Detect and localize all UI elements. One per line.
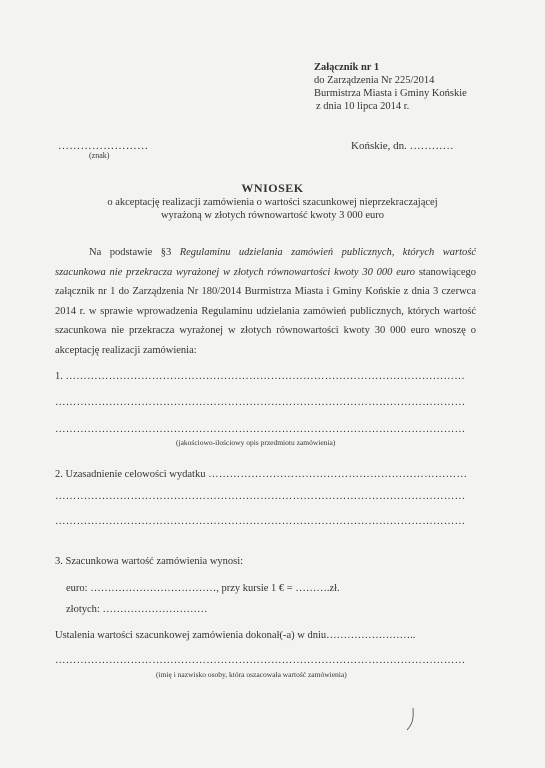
section2-dots-2: …………………………………………………………………………………………………… bbox=[55, 491, 466, 502]
section1-label: 1. bbox=[55, 371, 63, 382]
section3-estimated-by-row: Ustalenia wartości szacunkowej zamówienia dokonał(-a) w dniu…………………….. bbox=[55, 630, 416, 641]
attachment-line-3: z dnia 10 lipca 2014 r. bbox=[316, 101, 410, 112]
section1-row-1 bbox=[55, 371, 465, 382]
place-date: Końskie, dn. ………… bbox=[351, 140, 454, 152]
attachment-line-1: do Zarządzenia Nr 225/2014 bbox=[314, 75, 435, 86]
stamp-label: (znak) bbox=[89, 151, 110, 160]
subtitle-line-1: o akceptację realizacji zamówienia o wartości szacunkowej nieprzekraczającej bbox=[107, 197, 438, 208]
section2-dots-3: …………………………………………………………………………………………………… bbox=[55, 516, 466, 527]
attachment-line-2: Burmistrza Miasta i Gminy Końskie bbox=[314, 88, 467, 99]
section3-euro-row: euro: ………………………………, przy kursie 1 € = ……….zł. bbox=[66, 583, 340, 594]
section3-caption: (imię i nazwisko osoby, która oszacowała wartość zamówienia) bbox=[156, 670, 347, 679]
request-paragraph bbox=[55, 243, 476, 360]
section2-dots-1: ……………………………………………………………… bbox=[208, 469, 468, 480]
paragraph-regulation-name: Regulaminu udzielania zamówień publicznych, których wartość szacunkowa nie przekracza wyrażonej w złotych równowartości kwoty 30 000 euro bbox=[55, 247, 476, 278]
section3-zloty-row: złotych: ………………………… bbox=[66, 604, 208, 615]
paragraph-intro: Na podstawie §3 bbox=[89, 247, 180, 258]
section1-caption: (jakościowo-ilościowy opis przedmiotu zamówienia) bbox=[176, 438, 336, 447]
document-title: WNIOSEK bbox=[241, 181, 304, 195]
pen-mark-icon bbox=[404, 706, 418, 732]
paragraph-body: stanowiącego załącznik nr 1 do Zarządzenia Nr 180/2014 Burmistrza Miasta i Gminy Końskie z dnia 3 czerwca 2014 r. w sprawie wprowadzenia Regulaminu udzielania zamówień publicznych, których wartość szacunkowa nie przekracza wyrażonej w złotych równowartości kwoty 30 000 euro wnoszę o akceptację realizacji zamówienia: bbox=[55, 266, 476, 356]
section1-dots-3: …………………………………………………………………………………………………… bbox=[55, 424, 466, 435]
section3-label: 3. Szacunkowa wartość zamówienia wynosi: bbox=[55, 556, 244, 567]
section1-dots-2: …………………………………………………………………………………………………… bbox=[55, 397, 466, 408]
attachment-header bbox=[314, 61, 467, 113]
stamp-dots: …………………… bbox=[58, 140, 149, 152]
subtitle-line-2: wyrażoną w złotych równowartość kwoty 3 000 euro bbox=[160, 210, 385, 221]
section1-dots-1: ………………………………………………………………………………………………… bbox=[65, 371, 466, 382]
document-subtitle bbox=[0, 196, 545, 222]
section3-name-dots: …………………………………………………………………………………………………… bbox=[55, 655, 466, 666]
section2-label: 2. Uzasadnienie celowości wydatku bbox=[55, 469, 206, 480]
section2-row-1 bbox=[55, 469, 467, 480]
attachment-title: Załącznik nr 1 bbox=[314, 62, 380, 73]
